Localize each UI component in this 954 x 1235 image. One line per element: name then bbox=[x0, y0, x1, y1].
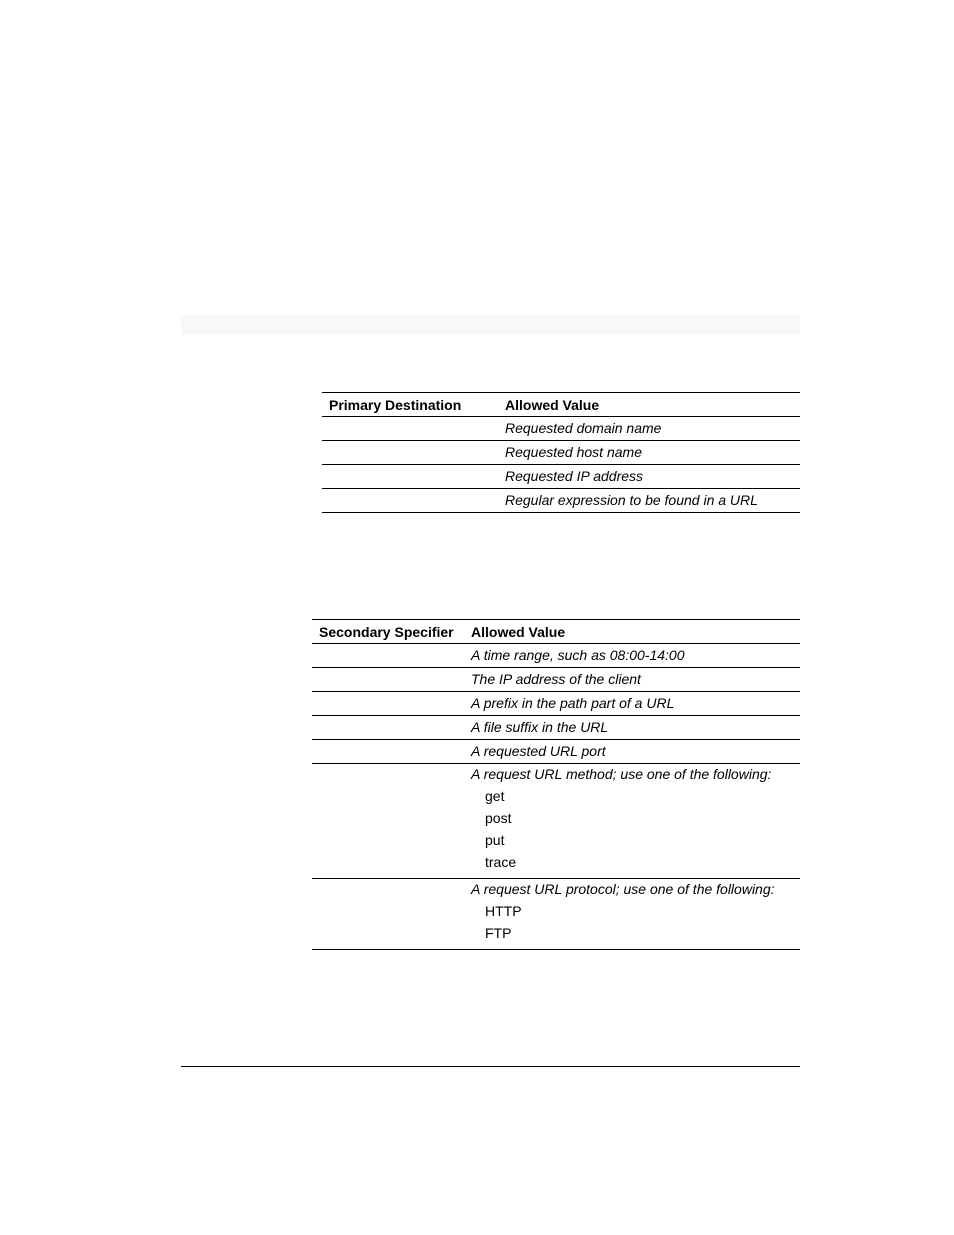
row-value: Requested host name bbox=[505, 443, 642, 460]
row-name bbox=[312, 879, 471, 949]
table-header bbox=[322, 392, 800, 417]
table-row bbox=[312, 879, 800, 950]
row-value-cell bbox=[471, 764, 800, 878]
row-value: Requested IP address bbox=[505, 467, 644, 484]
table-row bbox=[322, 489, 800, 513]
header-secondary-specifier: Secondary Specifier bbox=[319, 623, 454, 640]
method-option-get: get bbox=[485, 788, 505, 804]
header-primary-destination: Primary Destination bbox=[329, 396, 462, 413]
row-value: A time range, such as 08:00-14:00 bbox=[471, 646, 685, 663]
table-header bbox=[312, 619, 800, 644]
header-allowed-value: Allowed Value bbox=[471, 623, 566, 640]
table-row bbox=[322, 441, 800, 465]
method-option-put: put bbox=[485, 832, 505, 848]
row-value: The IP address of the client bbox=[471, 670, 641, 687]
row-value: Regular expression to be found in a URL bbox=[505, 491, 758, 508]
row-value: A file suffix in the URL bbox=[471, 718, 609, 735]
row-value: A requested URL port bbox=[471, 742, 606, 759]
row-value: A request URL method; use one of the following: bbox=[471, 766, 772, 782]
footer-rule bbox=[181, 1066, 800, 1067]
table-row bbox=[312, 644, 800, 668]
table-row bbox=[312, 716, 800, 740]
header-band bbox=[181, 315, 800, 335]
row-value: A prefix in the path part of a URL bbox=[471, 694, 675, 711]
primary-destination-table bbox=[322, 392, 800, 513]
row-name bbox=[312, 764, 471, 878]
method-option-post: post bbox=[485, 810, 512, 826]
row-value-cell bbox=[471, 879, 800, 949]
header-allowed-value: Allowed Value bbox=[505, 396, 600, 413]
method-option-trace: trace bbox=[485, 854, 517, 870]
secondary-specifier-table bbox=[312, 619, 800, 950]
table-row bbox=[322, 465, 800, 489]
protocol-option-ftp: FTP bbox=[485, 925, 512, 941]
protocol-option-http: HTTP bbox=[485, 903, 522, 919]
table-row bbox=[312, 740, 800, 764]
table-row bbox=[312, 692, 800, 716]
row-value: Requested domain name bbox=[505, 419, 662, 436]
table-row bbox=[312, 764, 800, 879]
table-row bbox=[312, 668, 800, 692]
table-row bbox=[322, 417, 800, 441]
row-value: A request URL protocol; use one of the following: bbox=[471, 881, 775, 897]
